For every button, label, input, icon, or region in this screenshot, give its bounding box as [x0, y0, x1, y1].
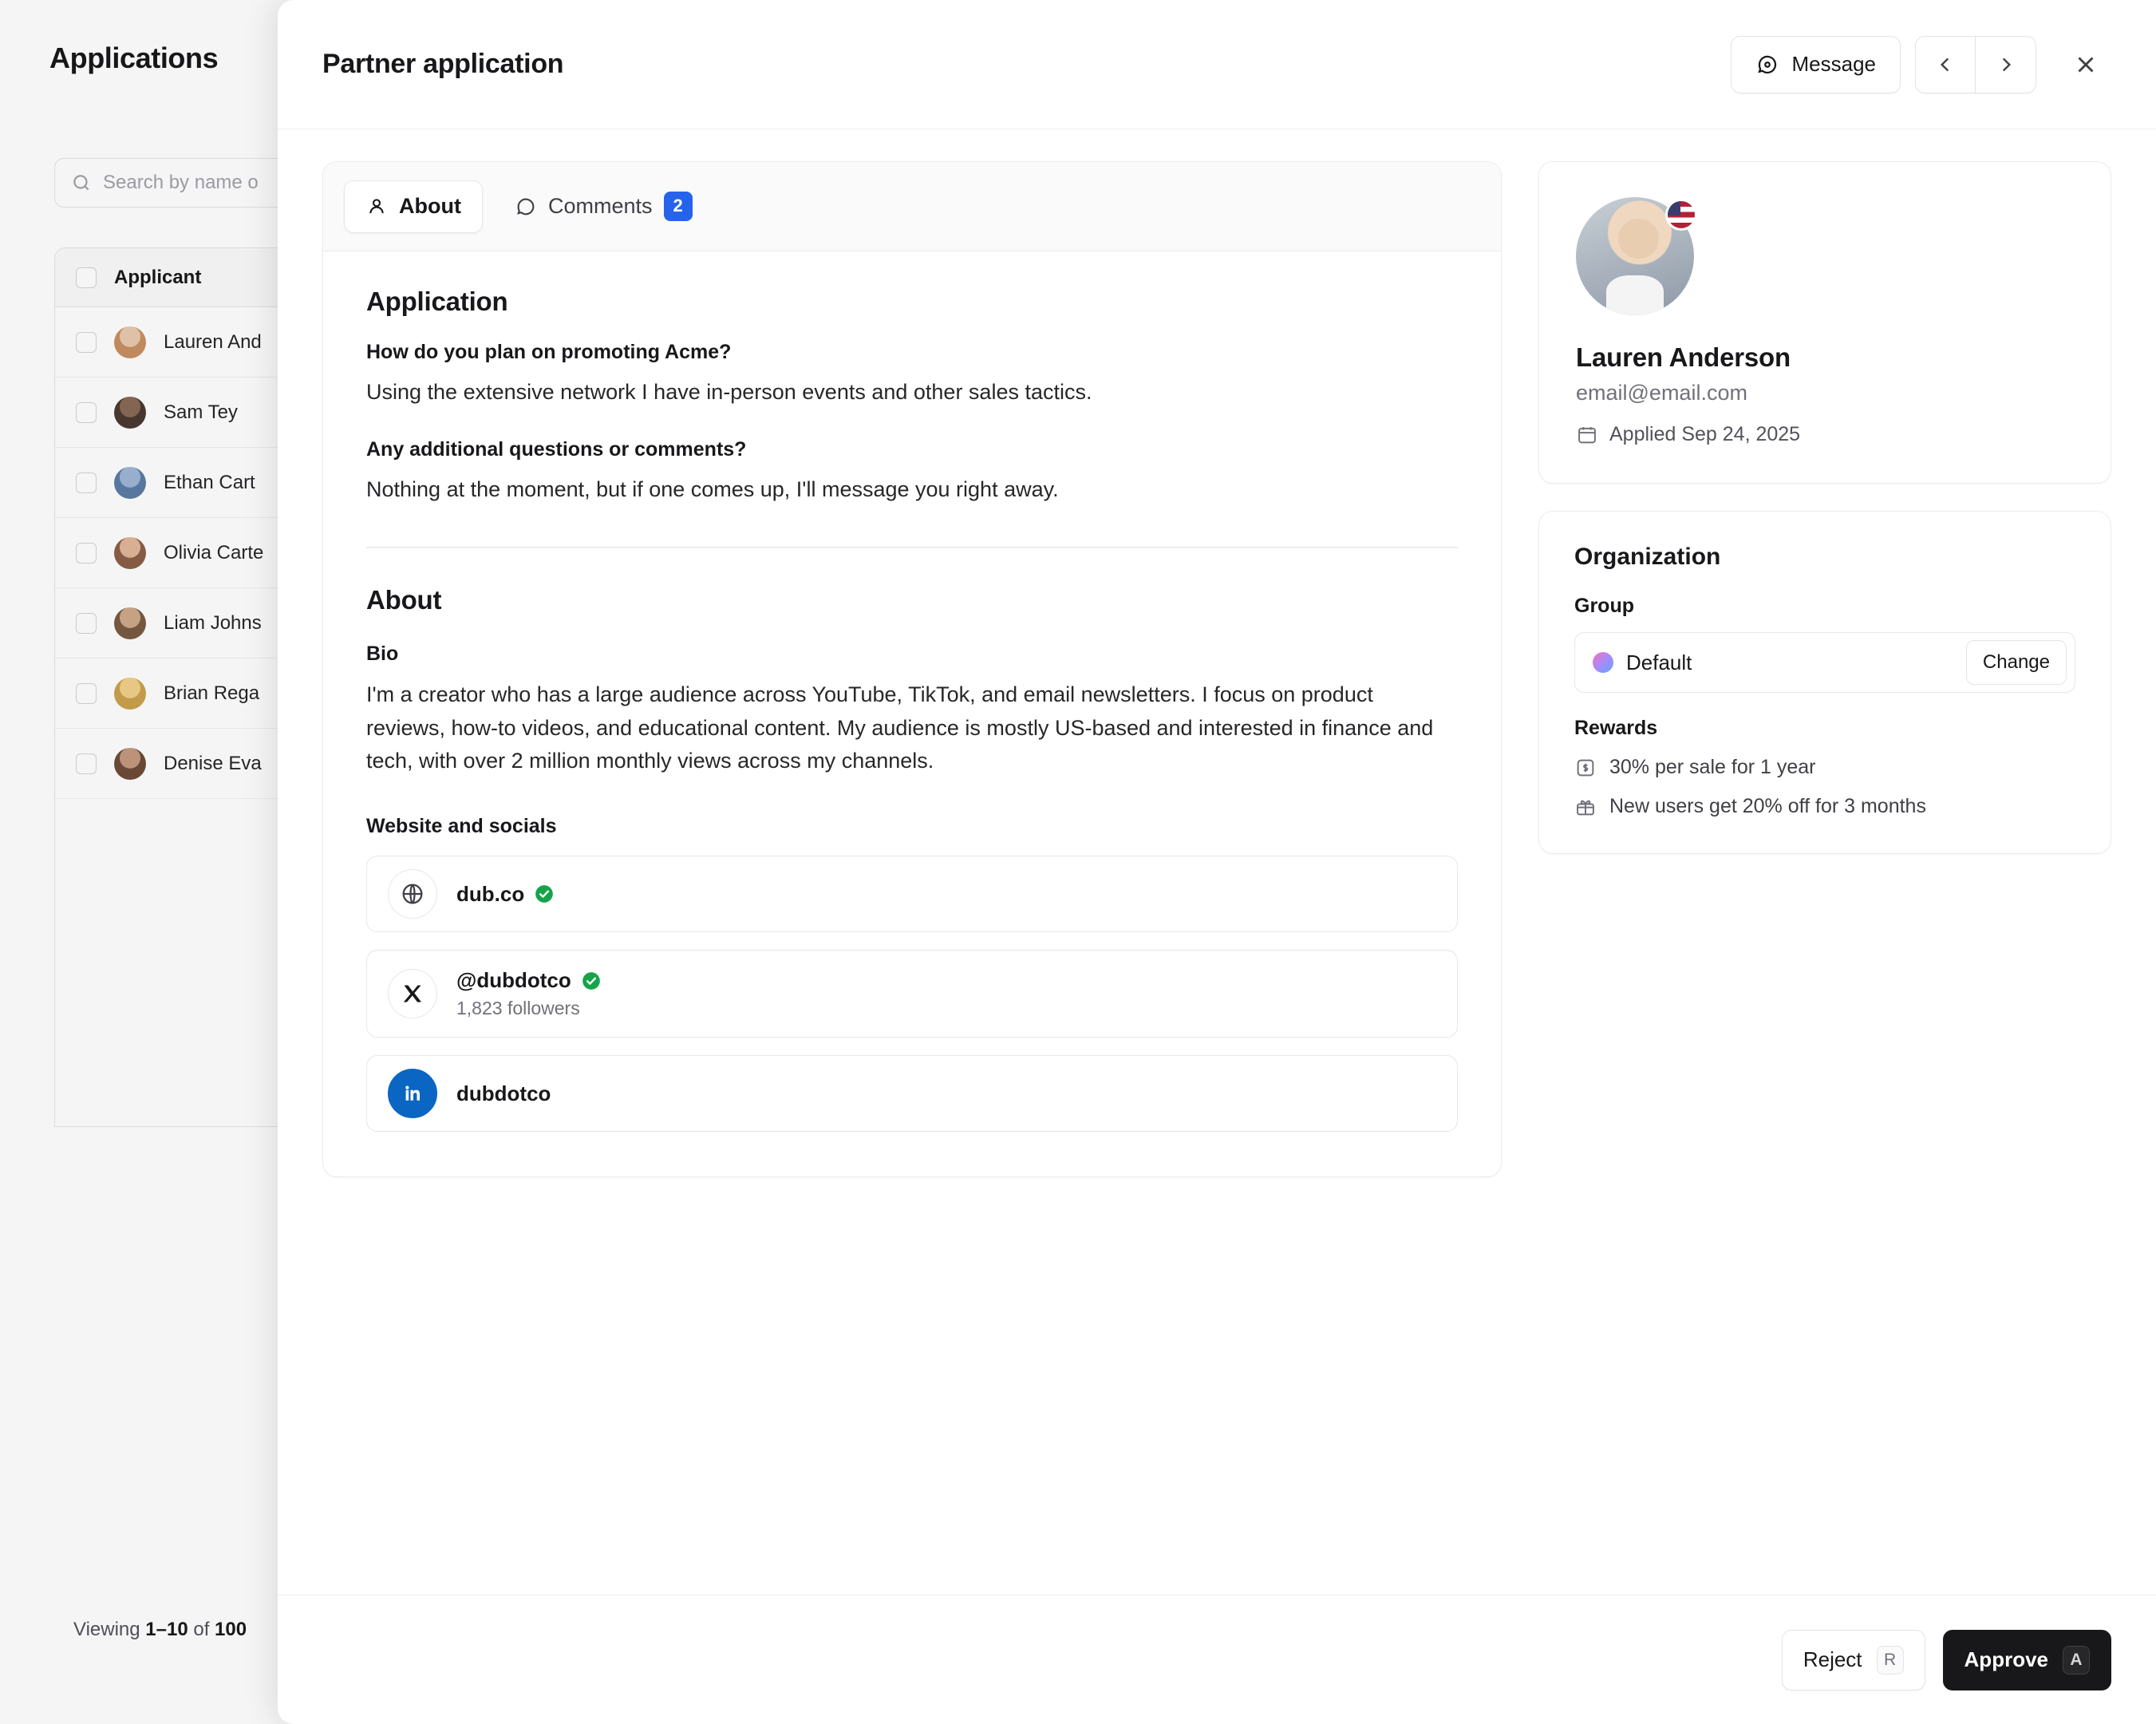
group-label: Group — [1574, 595, 1634, 617]
social-name — [456, 882, 555, 907]
applicant-name: Olivia Carte — [164, 541, 264, 563]
socials-label: Website and socials — [366, 815, 557, 838]
approve-label: Approve — [1964, 1647, 2048, 1671]
social-handle: dubdotco — [456, 1081, 551, 1105]
next-button[interactable] — [1976, 36, 2036, 93]
panel-body — [278, 129, 2156, 1595]
main-column — [322, 161, 1502, 1595]
comment-icon — [515, 196, 537, 218]
calendar-icon — [1576, 424, 1598, 446]
reward-text: 30% per sale for 1 year — [1609, 756, 1816, 778]
applied-date — [1576, 423, 2074, 446]
social-handle: dub.co — [456, 881, 525, 906]
group-color-icon — [1593, 652, 1613, 673]
approve-shortcut: A — [2063, 1646, 2090, 1675]
chevron-right-icon — [1996, 54, 2016, 75]
profile-email: email@email.com — [1576, 381, 1747, 405]
message-icon — [1755, 53, 1779, 77]
social-name — [456, 968, 602, 993]
chevron-left-icon — [1935, 54, 1956, 75]
message-button[interactable] — [1731, 36, 1901, 93]
divider — [366, 547, 1458, 548]
user-icon — [365, 196, 388, 218]
column-header-applicant: Applicant — [114, 266, 202, 288]
applicant-name: Denise Eva — [164, 752, 262, 774]
verified-badge-icon — [581, 971, 602, 991]
social-link-linkedin[interactable] — [366, 1055, 1458, 1132]
social-text-block — [456, 968, 602, 1019]
reward-item — [1574, 756, 2075, 779]
profile-card — [1538, 161, 2111, 484]
application-heading: Application — [366, 287, 508, 316]
change-group-button[interactable]: Change — [1966, 640, 2067, 685]
viewing-middle: of — [188, 1619, 215, 1640]
application-card — [322, 161, 1502, 1177]
reward-text: New users get 20% off for 3 months — [1609, 795, 1926, 817]
about-heading: About — [366, 584, 442, 615]
message-label: Message — [1791, 52, 1876, 76]
applicant-name: Brian Rega — [164, 682, 260, 704]
applicant-name: Sam Tey — [164, 401, 238, 423]
answer-text: Nothing at the moment, but if one comes up, I'll message you right away. — [366, 477, 1059, 502]
tab-bar — [323, 162, 1501, 251]
organization-card — [1538, 511, 2111, 854]
us-flag-icon — [1665, 199, 1697, 231]
avatar — [1576, 197, 1694, 315]
application-content — [323, 251, 1501, 1176]
bio-text: I'm a creator who has a large audience across YouTube, TikTok, and email newsletters. I focus on product reviews, how-to videos, and educational content. My audience is mostly US-based and interested in finance and tech, with over 2 million monthly views across my channels. — [366, 682, 1434, 773]
applied-date-text: Applied Sep 24, 2025 — [1609, 423, 1801, 445]
page-title: Applications — [49, 42, 219, 74]
panel-footer — [278, 1595, 2156, 1724]
organization-title: Organization — [1574, 544, 1721, 570]
money-icon — [1574, 757, 1597, 779]
gift-icon — [1574, 796, 1597, 818]
reward-item — [1574, 795, 2075, 818]
bio-label: Bio — [366, 642, 399, 665]
applicant-name: Ethan Cart — [164, 471, 255, 493]
social-handle: @dubdotco — [456, 968, 571, 993]
side-column — [1538, 161, 2111, 1595]
partner-application-panel — [278, 0, 2156, 1724]
social-name — [456, 1081, 551, 1106]
panel-header-actions — [1731, 36, 2112, 93]
profile-name: Lauren Anderson — [1576, 342, 1791, 372]
search-placeholder: Search by name o — [103, 172, 259, 193]
applicant-name: Liam Johns — [164, 611, 262, 634]
group-value: Default — [1626, 650, 1692, 674]
previous-button[interactable] — [1915, 36, 1976, 93]
rewards-label: Rewards — [1574, 717, 1658, 739]
record-nav — [1915, 36, 2036, 93]
social-followers: 1,823 followers — [456, 998, 580, 1019]
verified-badge-icon — [534, 884, 555, 904]
close-button[interactable] — [2060, 39, 2111, 90]
globe-icon — [388, 869, 437, 919]
answer-text: Using the extensive network I have in-person events and other sales tactics. — [366, 380, 1092, 404]
reject-button[interactable] — [1782, 1630, 1925, 1690]
viewing-total: 100 — [215, 1619, 247, 1640]
social-link-x[interactable] — [366, 950, 1458, 1038]
approve-button[interactable] — [1943, 1630, 2111, 1690]
reject-shortcut: R — [1877, 1646, 1904, 1675]
question-label: Any additional questions or comments? — [366, 438, 747, 461]
linkedin-icon — [388, 1069, 437, 1118]
group-row — [1574, 632, 2075, 693]
comments-count-badge: 2 — [664, 192, 693, 221]
viewing-prefix: Viewing — [73, 1619, 146, 1640]
close-icon — [2072, 51, 2099, 78]
viewing-range: 1–10 — [145, 1619, 188, 1640]
tab-about-label: About — [399, 194, 461, 218]
question-label: How do you plan on promoting Acme? — [366, 341, 732, 363]
tab-about[interactable] — [344, 180, 483, 233]
social-link-website[interactable] — [366, 856, 1458, 932]
applicant-name: Lauren And — [164, 330, 262, 353]
x-icon — [388, 969, 437, 1018]
tab-comments[interactable] — [494, 180, 713, 233]
tab-comments-label: Comments — [547, 194, 653, 218]
panel-header — [278, 0, 2156, 129]
reject-label: Reject — [1803, 1647, 1862, 1671]
panel-title: Partner application — [322, 49, 564, 79]
